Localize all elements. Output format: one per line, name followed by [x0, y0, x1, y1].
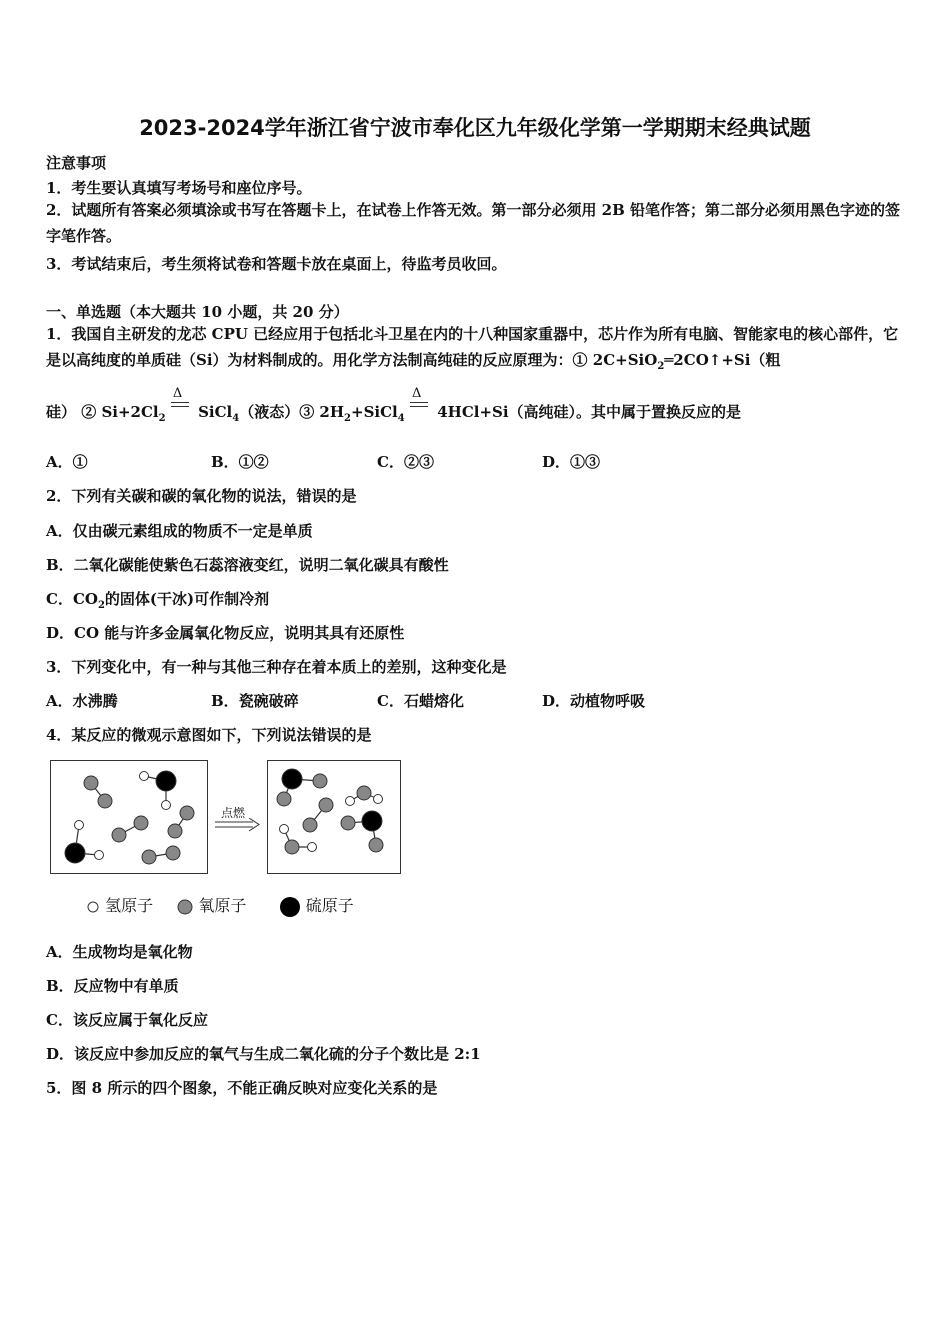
- q3-option-b: B．瓷碗破碎: [211, 692, 299, 710]
- q1-text-b: ═2CO↑+Si（粗: [664, 351, 781, 369]
- atom-legend: [86, 893, 354, 918]
- q3-option-a: A．水沸腾: [46, 692, 118, 710]
- q1-sub: 2: [158, 413, 166, 424]
- notes-item-3: 3．考试结束后，考生须将试卷和答题卡放在桌面上，待监考员收回。: [46, 255, 507, 273]
- q2-option-a: A．仅由碳元素组成的物质不一定是单质: [46, 522, 313, 540]
- q1-line3-e: 4HCl+Si（高纯硅）。其中属于置换反应的是: [437, 403, 742, 421]
- q1-sub: 2: [344, 413, 352, 424]
- q5-stem: 5．图 8 所示的四个图象，不能正确反映对应变化关系的是: [46, 1079, 438, 1097]
- q4-option-d: D．该反应中参加反应的氧气与生成二氧化硫的分子个数比是 2:1: [46, 1045, 481, 1063]
- page-title: 2023-2024学年浙江省宁波市奉化区九年级化学第一学期期末经典试题: [139, 116, 811, 140]
- q3-stem: 3．下列变化中，有一种与其他三种存在着本质上的差别，这种变化是: [46, 658, 507, 676]
- q2-sub: 2: [97, 600, 105, 611]
- q2-option-b: B．二氧化碳能使紫色石蕊溶液变红，说明二氧化碳具有酸性: [46, 556, 449, 574]
- q1-line3-a: 硅） ② Si+2Cl: [46, 403, 159, 421]
- q1-option-d: D．①③: [542, 453, 601, 471]
- heat-condition: [410, 386, 432, 420]
- q4-option-c: C．该反应属于氧化反应: [46, 1011, 208, 1029]
- q1-sub: 4: [232, 413, 240, 424]
- q2-option-d: D．CO 能与许多金属氧化物反应，说明其具有还原性: [46, 624, 405, 642]
- q1-option-b: B．①②: [211, 453, 269, 471]
- q1-text-a: 1．我国自主研发的龙芯 CPU 已经应用于包括北斗卫星在内的十八种国家重器中，芯片作为所有电脑、智能家电的核心部件，它是以高纯度的单质硅（Si）为材料制成的。用化学方法制高纯硅的反应原理为：① 2C+SiO: [46, 325, 899, 369]
- q1-option-c: C．②③: [377, 453, 434, 471]
- q1-sub: 2: [657, 361, 665, 372]
- heat-condition: [171, 386, 193, 420]
- legend-oxygen: 氧原子: [198, 896, 247, 915]
- legend-hydrogen: 氢原子: [105, 896, 154, 915]
- notes-item-2: 2．试题所有答案必须填涂或书写在答题卡上，在试卷上作答无效。第一部分必须用 2B 铅笔作答；第二部分必须用黑色字迹的签字笔作答。: [46, 201, 901, 245]
- q3-option-d: D．动植物呼吸: [542, 692, 646, 710]
- q4-option-b: B．反应物中有单质: [46, 977, 179, 995]
- q4-option-a: A．生成物均是氧化物: [46, 943, 193, 961]
- reaction-arrow: [213, 804, 263, 834]
- q1-line3-c: （液态）③ 2H: [239, 403, 345, 421]
- q1-option-a: A．①: [46, 453, 88, 471]
- reactants-diagram: [51, 761, 207, 873]
- hydrogen-atom-icon: [86, 900, 100, 914]
- sulfur-atom-icon: [279, 896, 301, 918]
- section-heading: 一、单选题（本大题共 10 小题，共 20 分）: [46, 303, 349, 321]
- q2-option-c-a: C．CO: [46, 590, 98, 608]
- q4-stem: 4．某反应的微观示意图如下，下列说法错误的是: [46, 726, 372, 744]
- notes-heading: 注意事项: [46, 154, 107, 172]
- q2-option-c: [46, 588, 269, 611]
- reactants-box: [50, 760, 208, 874]
- arrow-icon: [213, 818, 263, 832]
- q3-option-c: C．石蜡熔化: [377, 692, 464, 710]
- notes-item-1: 1．考生要认真填写考场号和座位序号。: [46, 179, 312, 197]
- q1-text: [46, 321, 908, 380]
- q1-line3-b: SiCl: [198, 403, 233, 421]
- products-diagram: [268, 761, 400, 873]
- q1-line3-d: +SiCl: [351, 403, 398, 421]
- delta-symbol: Δ: [172, 386, 183, 401]
- products-box: [267, 760, 401, 874]
- ignite-label: 点燃: [220, 806, 245, 820]
- q2-stem: 2．下列有关碳和碳的氧化物的说法，错误的是: [46, 487, 357, 505]
- q1-line3: [46, 386, 742, 424]
- delta-symbol: Δ: [411, 386, 422, 401]
- oxygen-atom-icon: [177, 899, 193, 915]
- legend-sulfur: 硫原子: [305, 896, 354, 915]
- q1-sub: 4: [397, 413, 405, 424]
- q2-option-c-b: 的固体(干冰)可作制冷剂: [104, 590, 270, 608]
